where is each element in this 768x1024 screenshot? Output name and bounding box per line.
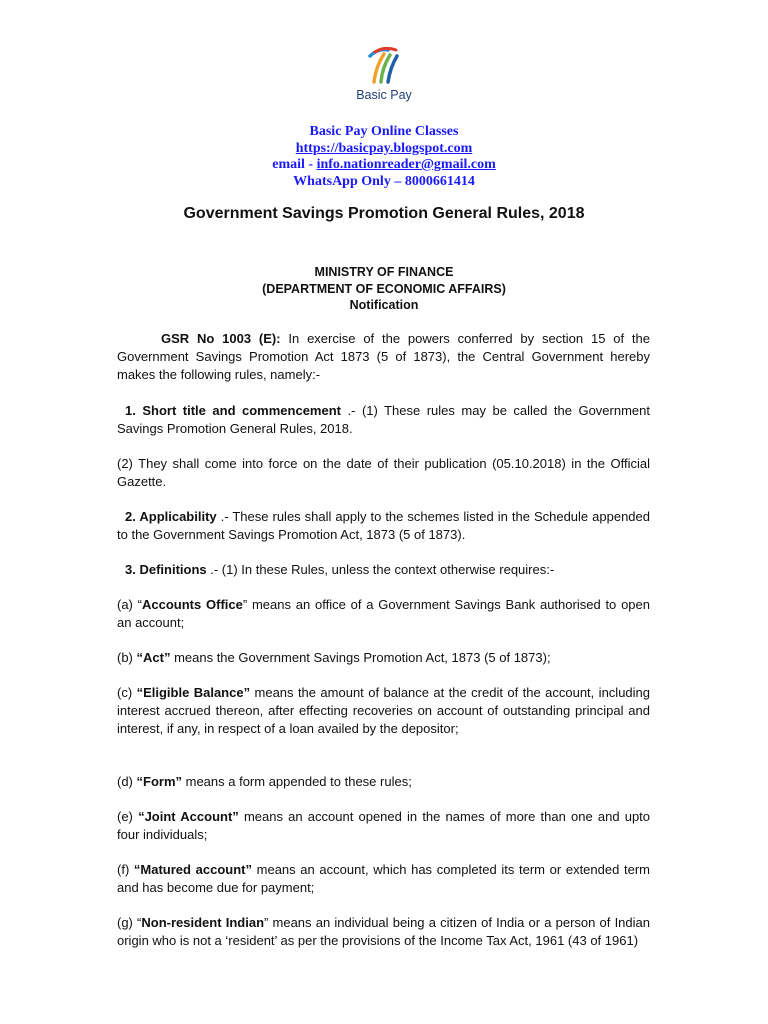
rule-2-paragraph: 2. Applicability .- These rules shall apply to the schemes listed in the Schedule appended to the Government Savings Promotion Act, 1873 (5 of 1873). — [117, 509, 650, 542]
basic-pay-logo — [344, 42, 424, 108]
definition-b: (b) “Act” means the Government Savings Promotion Act, 1873 (5 of 1873); — [117, 650, 551, 665]
definition-e: (e) “Joint Account” means an account opened in the names of more than one and upto four individuals; — [117, 809, 651, 842]
document-title: Government Savings Promotion General Rules, 2018 — [183, 205, 585, 222]
definition-g: (g) “Non-resident Indian” means an individual being a citizen of India or a person of Indian origin who is not a ‘resident’ as per the provisions of the Income Tax Act, 1961 (43 of 1961) — [117, 915, 650, 948]
rule-1-paragraph: 1. Short title and commencement .- (1) These rules may be called the Government Savings Promotion General Rules, 2018. — [117, 403, 651, 436]
rule-3-label: 3. Definitions — [125, 562, 207, 577]
logo-text: Basic Pay — [356, 88, 412, 102]
rule-2-label: 2. Applicability — [125, 509, 217, 524]
gsr-paragraph: GSR No 1003 (E): In exercise of the powers conferred by section 15 of the Government Savings Promotion Act 1873 (5 of 1873), the Central Government hereby makes the following rules, namely:- — [117, 331, 650, 382]
definition-f: (f) “Matured account” means an account, which has completed its term or extended term and has become due for payment; — [117, 862, 650, 895]
email-label: email - — [272, 157, 317, 172]
rule-1-label: 1. Short title and commencement — [125, 403, 341, 418]
definition-a: (a) “Accounts Office” means an office of a Government Savings Bank authorised to open an account; — [117, 597, 650, 630]
definition-d: (d) “Form” means a form appended to these rules; — [117, 774, 412, 789]
blog-link[interactable]: https://basicpay.blogspot.com — [295, 140, 473, 156]
whatsapp-line: WhatsApp Only – 8000661414 — [293, 173, 475, 189]
gsr-label: GSR No 1003 (E): — [161, 331, 281, 346]
ministry-name: MINISTRY OF FINANCE — [314, 265, 454, 279]
definition-c: (c) “Eligible Balance” means the amount of balance at the credit of the account, including interest accrued thereon, after effecting recoveries on account of outstanding principal and interest, if any, in respect of a loan availed by the depositor; — [117, 685, 650, 736]
classes-name: Basic Pay Online Classes — [309, 124, 459, 139]
notification-heading — [0, 264, 768, 314]
rule-3-paragraph: 3. Definitions .- (1) In these Rules, unless the context otherwise requires:- — [125, 562, 555, 577]
rules-body — [117, 330, 651, 948]
commencement-paragraph: (2) They shall come into force on the date of their publication (05.10.2018) in the Official Gazette. — [117, 456, 650, 489]
department-name: (DEPARTMENT OF ECONOMIC AFFAIRS) — [262, 281, 506, 296]
contact-block — [0, 124, 768, 190]
email-line — [0, 157, 768, 174]
logo-mark-icon — [366, 42, 402, 86]
email-link[interactable]: info.nationreader@gmail.com — [316, 157, 496, 172]
notification-label: Notification — [349, 298, 419, 312]
